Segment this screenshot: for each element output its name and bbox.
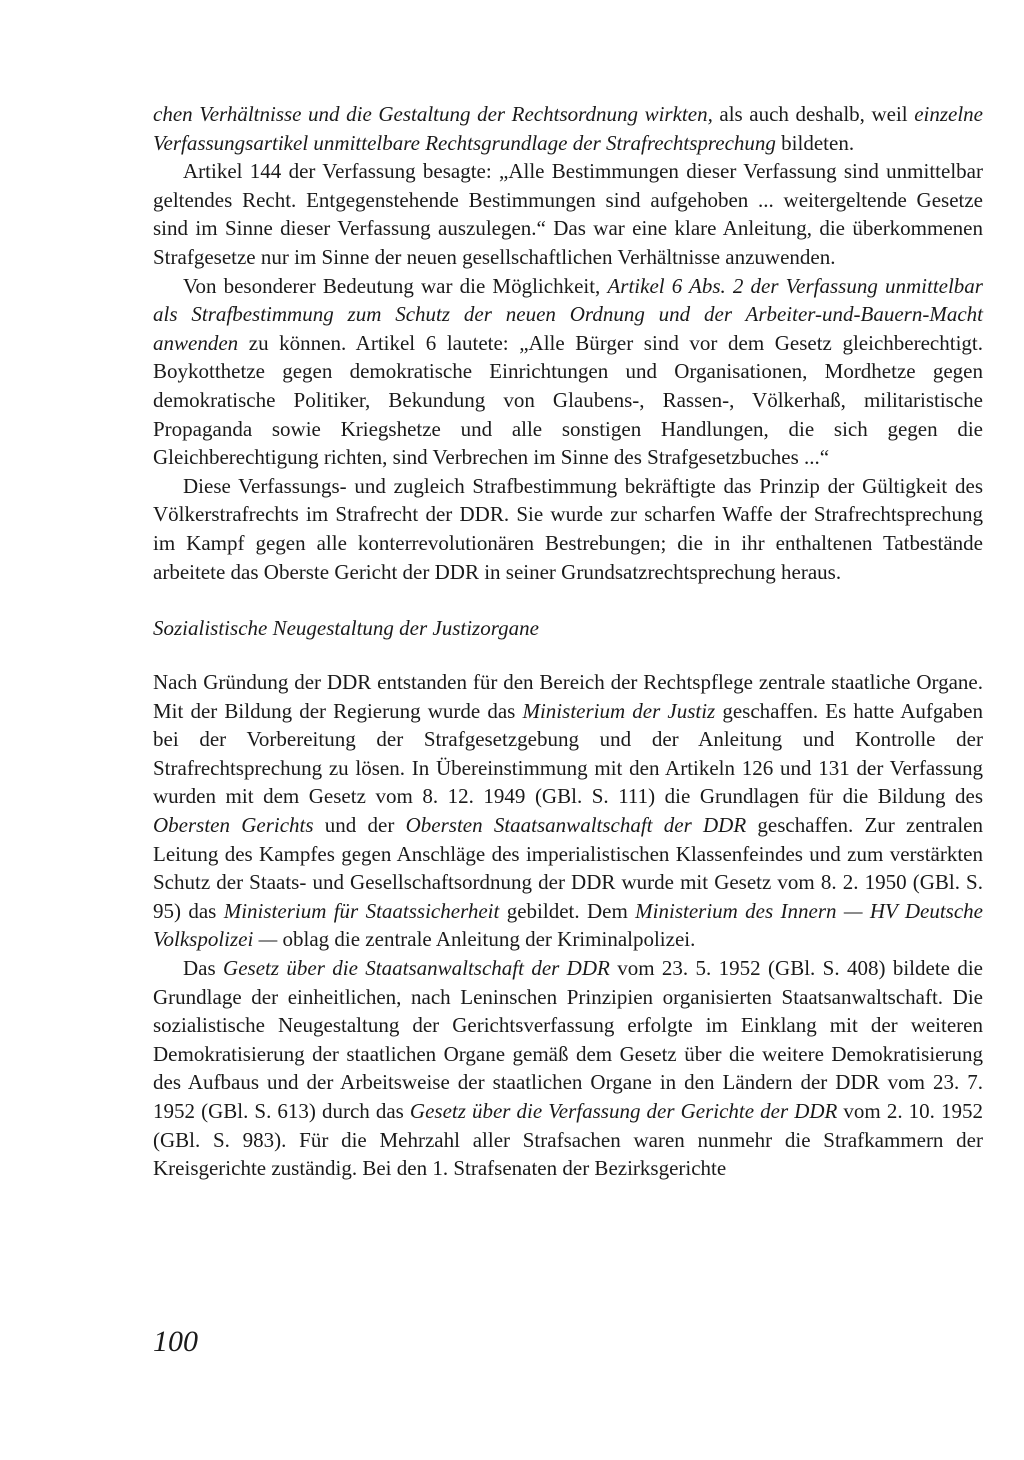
text-run: gebildet. Dem — [499, 898, 636, 923]
emphasized-text: Gesetz über die Staatsanwaltschaft der DDR — [223, 956, 610, 981]
emphasized-text: Obersten Staatsanwaltschaft der DDR — [405, 813, 747, 838]
emphasized-text: Ministerium der Justiz — [522, 698, 716, 723]
emphasized-text: Gesetz über die Verfassung der Gerichte der DDR — [409, 1099, 838, 1123]
text-run: Artikel 144 der Verfassung besagte: „Alle Bestimmungen dieser Verfassung sind unmittelbar geltendes Recht. Entgegenstehende Bestimmungen sind aufgehoben ... weitergeltende Gesetze sind im Sinne dieser Verfassung auszulegen.“ Das war eine klare Anleitung, die überkommenen Strafgesetze nur im Sinne der neuen gesellschaftlichen Verhältnisse anzuwenden. — [153, 159, 983, 269]
text-run: oblag die zentrale Anleitung der Kriminalpolizei. — [277, 927, 696, 952]
text-run: geschaffen. Es hatte Aufgaben bei der Vorbereitung der Strafgesetzgebung und der Anleitung und Kontrolle der Strafrechtsprechung zu lösen. In Übereinstimmung mit den Artikeln 126 und 131 der Verfassung wurden mit dem Gesetz vom 8. 12. 1949 (GBl. S. 111) die Grundlagen für die Bildung des — [153, 698, 984, 809]
emphasized-text: einzelne Verfassungsartikel unmittelbare Rechtsgrundlage der Strafrechtsprechung — [153, 102, 984, 155]
text-run: Von besonderer Bedeutung war die Möglichkeit, — [183, 273, 608, 298]
text-run: vom 23. 5. 1952 (GBl. S. 408) bildete die Grundlage der einheitlichen, nach Leninschen Prinzipien organisierten Staatsanwaltschaft. Die sozialistische Neugestaltung der Gerichtsverfassung erfolgte im Einklang mit der weiteren Demokratisierung der staatlichen Organe gemäß dem Gesetz über die weitere Demokratisierung des Aufbaus und der Arbeitsweise der staatlichen Organe in den Ländern der DDR vom 23. 7. 1952 (GBl. S. 613) durch das — [153, 956, 983, 1123]
text-run: geschaffen. Zur zentralen Leitung des Kampfes gegen Anschläge des imperialistischen Klassenfeindes und zum verstärkten Schutz der Staats- und Gesellschaftsordnung der DDR wurde mit Gesetz vom 8. 2. 1950 (GBl. S. 95) das — [153, 813, 983, 923]
section-justice-organs — [153, 668, 983, 1183]
text-run: und der — [313, 813, 406, 838]
section-constitution — [153, 100, 983, 586]
text-run: Nach Gründung der DDR entstanden für den Bereich der Rechtspflege zentrale staatliche Organe. Mit der Bildung der Regierung wurde das — [153, 670, 983, 723]
paragraph — [153, 954, 983, 1183]
emphasized-text: Artikel 6 Abs. 2 der Verfassung unmittelbar als Strafbestimmung zum Schutz der neuen Ordnung und der Arbeiter-und-Bauern-Macht anwenden — [153, 273, 983, 355]
paragraph — [153, 472, 983, 586]
paragraph — [153, 157, 983, 271]
paragraph — [153, 272, 983, 472]
text-run: als auch deshalb, weil — [712, 102, 915, 126]
page-number: 100 — [153, 1325, 198, 1358]
page-content — [153, 100, 983, 1183]
emphasized-text: chen Verhältnisse und die Gestaltung der Rechtsordnung wirkten, — [153, 102, 713, 126]
text-run: zu können. Artikel 6 lautete: „Alle Bürger sind vor dem Gesetz gleichberechtigt. Boykotthetze gegen demokratische Einrichtungen und Organisationen, Mordhetze gegen demokratische Politiker, Bekundung von Glaubens-, Rassen-, Völkerhaß, militaristische Propaganda sowie Kriegshetze und alle sonstigen Handlungen, die sich gegen die Gleichberechtigung richten, sind Verbrechen im Sinne des Strafgesetzbuches ...“ — [153, 330, 983, 470]
emphasized-text: Ministerium des Innern — HV Deutsche Volkspolizei — — [153, 898, 983, 952]
emphasized-text: Ministerium für Staatssicherheit — [223, 898, 500, 923]
text-run: Diese Verfassungs- und zugleich Strafbestimmung bekräftigte das Prinzip der Gültigkeit des Völkerstrafrechts im Strafrecht der DDR. Sie wurde zur scharfen Waffe der Strafrechtsprechung im Kampf gegen alle konterrevolutionären Bestrebungen; die in ihr enthaltenen Tatbestände arbeitete das Oberste Gericht der DDR in seiner Grundsatzrechtsprechung heraus. — [153, 473, 983, 584]
text-run: Das — [183, 956, 224, 981]
paragraph — [153, 100, 983, 157]
emphasized-text: Obersten Gerichts — [153, 813, 314, 838]
paragraph — [153, 668, 983, 954]
section-heading: Sozialistische Neugestaltung der Justizorgane — [153, 616, 539, 641]
text-run: vom 2. 10. 1952 (GBl. S. 983). Für die Mehrzahl aller Strafsachen waren nunmehr die Strafkammern der Kreisgerichte zuständig. Bei den 1. Strafsenaten der Bezirksgerichte — [153, 1099, 983, 1181]
text-run: bildeten. — [775, 130, 855, 155]
